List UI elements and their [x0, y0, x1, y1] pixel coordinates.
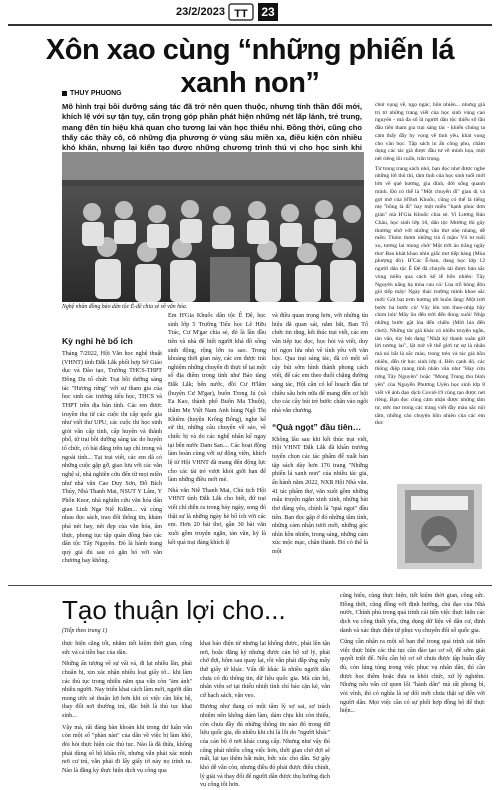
article-column-1 [62, 335, 162, 566]
article-column-3 [272, 312, 368, 557]
photo-caption: Nghệ nhân đồng bào dân tộc Ê-đê chia sẻ về văn hóa. [62, 304, 188, 310]
column-text: và điều quan trọng hơn, với những tín hiệu đã quan sát, nắm bắt, Ban Tổ chức tin rằng, kết thúc trại viết, các em vẫn tiếp tục đọc, học hỏi và viết, duy trì ngọn lửa nhỏ về tình yêu với văn học. Qua trại sáng tác, đã có một số cây bút sớm hình thành phong cách viết, để các em theo đuổi chặng đường sáng tác, Hội cần có kế hoạch đầu tư chiều sâu hơn nữa để mang đến cơ hội cho các cây bút trẻ bước chân vào ngôi nhà văn chương. [272, 313, 368, 415]
column-text-2: Những ấn tượng về sự vất vả, đi lại nhiều lần, phải chuẩn bị, xin xác nhận nhiều loại giấy tờ... khi làm các thủ tục trong nhiều năm qua vẫn còn "ám ảnh" nhiều người. Nay triển khai cách làm mới, người dân mong ước sẽ thuận lợi hơn khi có việc cần liên hệ, thay đổi nơi thường trú, đặc biệt là thủ tục khai sinh... [62, 661, 192, 720]
column-text-2: Từ trong trang sách nhỏ, bạn đọc như được nghe những lời thủ thỉ, tâm tình của học sinh tuổi mới lớn về quê hương, gia đình, đời sống quanh mình. Đó có thể là "Một chuyến đi" gian dị và gợi mở của H'Bưi Khuốc, cũng có thể là tiếng mẹ "bồng là đi" hay một miền "hạnh phúc đơn giản" mà H'Gia Khuốc chia sẻ. Vi Lương Bảo Châu, học sinh lớp 10, dân tộc Mường thì gây thương nhớ với những vần thơ nhẹ nhàng, dễ mến: Thôm thơm những trá ố mặn/ Vô tư tuổi xu, tương lai mong chờ/ Một trời áo trắng ngây thơ/ Bao khát khao nhìn giấc mơ tiếp hàng (Mùa phượng đỏ). H'Cúc Ê-ban, đang học lớp 12 người dân tộc Ê Đê đã chuyển tải được bản sắc vùng miền qua cách kể lể bốn nhiên: Tây Nguyên nắng hạ mùa cau có/ Lúa trổ bông đòn gió tiếp mây/ Ngày thác trường mình khoe sắc mới/ Gót bạt trơn hương tới buôn làng/ Một trời bước ba bước cỏ/ Vây lên tơn thuo-nhịp bầy chim hót/ Mây ồn đến trời đến đong xuôi/ Nhịp những bước gặt lúa đến chiều (Mời lúa đến chơi). Những tác giả khác có nhiều truyện ngắn, tản văn, tùy bút đang "Nhặt ký thanh xuân giữ lời tương lai", lật mở về thế giới tự sự là nhân mà nó bắt là sắc màu, trong trẻo và tác giả hồn nhiên, đến từ học sinh lớp 4. Bên cạnh đó, các thông điệp mang tính nhân văn như "Hay cứu rừng Tây Nguyên" hoặc "Mong Trung thu bình yên" của Nguyễn Phương Uyên học sinh lớp 8 viết về ánh đạo dịch Covid-19 cũng tạo được nét riêng. Bạn đọc cũng cảm nhận được những tâm tư, ước mơ trong các trang viết đầy màu sắc nội tâm, những câu chuyện hồn nhiên của các em thơ. [375, 165, 485, 427]
article2-column-3 [340, 592, 485, 770]
column-text-2: Nhà văn Niê Thanh Mai, Chủ tịch Hội VHNT tỉnh Đắk Lắk cho biết, đứ trại viết chỉ diễn ra trong bảy ngày, song đó thật sự là những ngày hè bổ ích với các em. Hơn 20 bài thơ, gần 30 bài văn xuôi gồm truyện ngắn, tản văn, ký là kết quả trại đáng khích lệ [168, 487, 266, 546]
column-text: chút vụng về, ngọ ngác, hồn nhiên... nhưng giá trị từ những trang viết của học sinh vùng cao nguyên - mà đa số là người dân tộc thiểu số lần đầu tiên tham gia trại sáng tác - khiến chúng ta cảm thấy đầy hy vọng về tình yêu, khát vọng cho văn học. Tập sách in ấn công phu, chăm dụng các tác giả được đầu tư về minh họa, một nét riêng lôi cuốn, trân trọng. [375, 102, 485, 163]
article-lead: Mô hình trại bồi dưỡng sáng tác đã trở nên quen thuộc, nhưng tính thần đổi mới, khích lệ với sự tận tụy, cẩn trọng góp phần phát hiện những nét lấp lánh, trẻ trung, mang đến tín hiệu khả quan cho tương lai văn học thiếu nhi. Đồng thời, cũng cho thấy các thầy cô, cô những địa phương ở vùng sâu miền xa, điều kiện còn nhiều khó khăn, nhưng lại kiến tạo được những chương trình thú vị cho học sinh khi [62, 102, 362, 153]
svg-text:TT: TT [234, 8, 248, 20]
article-title: Xôn xao cùng “những phiến lá xanh non” [45, 34, 455, 99]
bullet-square-icon [62, 91, 67, 96]
column-text-2: Không lâu sau khi kết thúc trại viết, Hội VHNT Đắk Lắk đã khẩn trương tuyển chọn các tác phẩm để xuất bản tập sách dày hơn 176 trang "Những phiến lá xanh non" của nhiều tác giả, ấn hành năm 2022, NXB Hội Nhà văn. 41 tác phẩm thơ, văn xuôi gồm những mẫu truyện ngắn xinh xinh, những bài thơ đáng yêu, chính là "quả ngọt" đầu tiên. Bạn đọc gặp ở đó những tâm tình, những cảm nhận tươi mới, những góc nhìn hồn nhiên, trong sáng, những cảm xúc mộc mạc, chân thành. Đó có thể là một [272, 436, 368, 556]
article-divider [8, 585, 492, 586]
article-column-4 [375, 102, 485, 482]
column-text-2: Cũng cần nhận ra một số bạn thể trong quá trình cải tiến việc thực hiện các thủ tục cần đào tạo cơ sở, để sớm giải quyết triệt để. Nếu cần bộ cơ sở chưa được tập huấn đầy đủ, còn lúng túng trong việc phục vụ nhân dân, thì cần được học thêm hoặc đưa ra khỏi chức, xử lý nghiêm. Nhưng nếu vấn cứ quen lối "hành dân" mà rất phong bì, vòi vĩnh, thì có nghĩa là sự đổi mới chưa thật sự đến với người dân. Mọi việc cần có sự phối hợp đồng bộ để thực hiện... [340, 639, 485, 715]
article-column-2 [168, 312, 266, 547]
page-header [0, 0, 500, 26]
header-rule [8, 24, 492, 26]
article2-column-2 [200, 640, 330, 789]
newspaper-logo-icon [228, 2, 254, 22]
column-text: thực hiện căng tốt, nhằm tiết kiệm thời gian, công sức và cả tiền bạc của dân. [62, 641, 192, 656]
article2-column-1 [62, 640, 192, 774]
article2-continued-note: (Tiếp theo trang 1) [62, 628, 108, 634]
author-name: THUY PHUONG [70, 90, 122, 97]
article-photo [62, 152, 364, 302]
column-text: Em H'Gia Khuốc dân tộc Ê Đê, học sinh lớp 5 Trường Tiểu học Lê Hữu Trác, Cư M'gar chia sẻ, đó là lần đầu tiên và nhà để biết người khá đồ sống sinh động, rộng lớn ra sao. Trong khoảng thời gian này, các em được trải nghiệm những chuyến đi thực tế tại một số địa điểm trong tỉnh như Bảo tàng Đắk Lắk; bến nước, đồi Cư H'lăm (huyện Cư M'gar), buôn Trong Jú (xã Ea Kao, thành phố Buôn Ma Thuột), thăm Mẹ Việt Nam Anh hùng Ngô Thị Khiêm (huyện Krông Bông), nghe kể sử thi, những câu chuyện về sáo, về chiếc bị và do các nghệ nhân kể ngay tại bến nước Dam San.... Các hoạt động làm hoàn cùng với sự động viên, khích lệ từ Hội VHNT đã mang đến động lực cho các tài trẻ vượt khỏi giới hạn để làm những điều mới mẻ. [168, 313, 266, 484]
column-text: Tháng 7/2022, Hội Văn học nghệ thuật (VHNT) tỉnh Đắk Lắk phối hợp Sở Giáo dục và Đào tạo, Trường THCS-THPT Đông Du tổ chức Trại bồi dưỡng sáng tác "Hương rừng" với sự tham gia của học sinh các trường tiểu học, THCS và THPT trên địa bàn tỉnh. Các em được truyền thụ từ các cuộc thi cấp quốc gia như viết thư UPU, các cuộc thi học sinh giỏi văn cấp tỉnh, cấp huyện và thành phố, từ trại bồi dưỡng sáng tác do huyện tổ chức, có bài đăng trên tạp chí trong và ngoài tỉnh... Tại trại viết, các em đã có những cuộc gặp gỡ, giao lưu với các văn nghệ sĩ, nhà nghiên cứu đến từ mọi miền như nhà văn Cao Duy Sơn, Đỗ Bích Thúy, Nhà Thanh Mai, NSUT Y Lâm, Y Phôn Knor, nhà nghiên cứu văn hóa dân gian Linh Nga Niê Kdăm... và cùng nhau đọc sách, trao đổi thông tin, khám phá nét hay, nét đẹp của văn hóa, âm thực, phong tục tập quán đồng bào các dân tộc Tây Nguyên. Đó là hành trang quý giá đủ sau có gắn bó với văn chương hay không. [62, 351, 162, 565]
column-text: cũng hiểu, cùng thực hiện, tiết kiệm thời gian, công sức. Đồng thời, cũng đồng với định hướng, chủ đạo của Nhà nước, Chính phủ trong quá trình cải tiến việc thực hiện các dịch vụ công thiết yếu, ứng dụng dữ liệu về dân cư, định danh và xác thực điện tử phục vụ chuyển đổi số quốc gia. [340, 593, 485, 634]
section-heading: “Quả ngọt” đầu tiên… [272, 421, 362, 432]
article2-title: Tạo thuận lợi cho... [62, 595, 286, 625]
page-number: 23 [258, 3, 278, 21]
column-text-3: Vậy mà, rất đáng bàn khoản khi trong dư luận vẫn còn một số "phàn nàn" của dân về việc bị làm khó, đòi hỏi thực hiện các thủ tục. Nào là đã thừa, không phải dùng số hộ khẩu rồi, nhưng vẫn phải xác minh nơi cư trú, vẫn phải đi lấy giấy tờ này nọ trình ra. Nào là đăng ký thực hiện dịch vụ công qua [62, 724, 192, 774]
column-text-2: Đương như đang có một tâm lý sợ sai, sợ trách nhiệm nên không dám làm, dám chịu khi còn thiếu, còn chưa đầy đủ những thông tin nào đó trong dữ liệu quốc gia, dù nhiều khi chỉ là lỗi do "người khác" của cán bộ ở nơi khác cung cấp. Nhưng như vậy thì cũng phải nhiều công việc hơn, thời gian chờ đợi sẽ mất, lại tạo thêm bất mãn, bức xúc cho dân. Sự gây khó dễ vẫn còn, nhưng điều đó phải được điều chỉnh, lý giải và thay đổi để người dân được thụ hưởng dịch vụ công tốt hơn. [200, 704, 330, 789]
section-heading: Kỳ nghỉ hè bổ ích [62, 336, 133, 346]
column-text: khai báo điện tử nhưng lại không được, phải lên tận nơi, hoặc đăng ký nhưng được cán bộ xử lý, phải chờ đợi, hôm sau quay lại, rồi vẫn phải đắp ứng mấy thứ giấy tờ khác. Vấn đề khác là nhiều người dân chưa có đủ thông tin, dữ liệu quốc gia. Mà cán bộ, nhân viên sơ tại thiếu nhiệt tình chỉ bảo cặn kẽ, vẫn cứ hạch sách, vặn vẹo. [200, 641, 330, 699]
issue-date: 23/2/2023 [176, 6, 225, 18]
byline [62, 90, 122, 97]
book-cover-photo [397, 484, 482, 569]
